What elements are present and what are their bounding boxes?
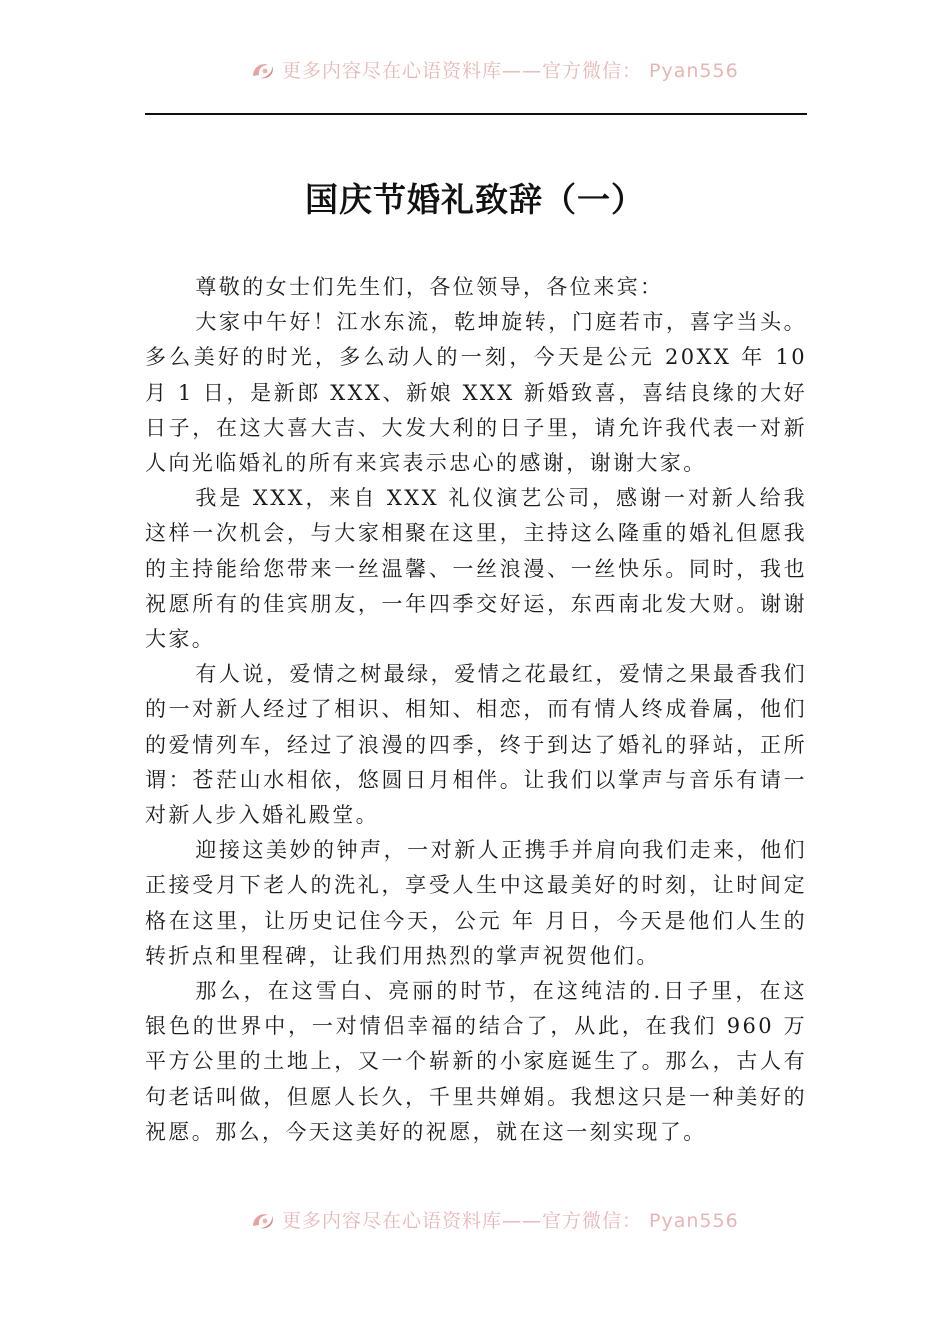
document-title: 国庆节婚礼致辞（一）	[305, 180, 645, 219]
paragraph-greeting: 尊敬的女士们先生们，各位领导，各位来宾：	[195, 275, 664, 299]
watermark-logo-icon	[250, 59, 276, 81]
watermark-logo-icon	[250, 1209, 276, 1231]
header-watermark	[0, 52, 950, 84]
paragraph-bell: 迎接这美妙的钟声，一对新人正携手并肩向我们走来，他们正接受月下老人的洗礼，享受人生中这最美好的时刻，让时间定格在这里，让历史记住今天，公元 年 月日，今天是他们人生的转折点和里程碑，让我们用热烈的掌声祝贺他们。	[145, 838, 807, 968]
header-rule	[145, 113, 807, 115]
watermark-text: 更多内容尽在心语资料库——官方微信： Pyan556	[282, 60, 739, 82]
paragraph-host-intro: 我是 XXX，来自 XXX 礼仪演艺公司，感谢一对新人给我这样一次机会，与大家相聚在这里，主持这么隆重的婚礼但愿我的主持能给您带来一丝温馨、一丝浪漫、一丝快乐。同时，我也祝愿所有的佳宾朋友，一年四季交好运，东西南北发大财。谢谢大家。	[145, 486, 807, 652]
paragraph-opening: 大家中午好！江水东流，乾坤旋转，门庭若市，喜字当头。多么美好的时光，多么动人的一刻，今天是公元 20XX 年 10 月 1 日，是新郎 XXX、新娘 XXX 新婚致喜，喜结良缘的大好日子，在这大喜大吉、大发大利的日子里，请允许我代表一对新人向光临婚礼的所有来宾表示忠心的感谢，谢谢大家。	[145, 310, 807, 476]
paragraph-love: 有人说，爱情之树最绿，爱情之花最红，爱情之果最香我们的一对新人经过了相识、相知、相恋，而有情人终成眷属，他们的爱情列车，经过了浪漫的四季，终于到达了婚礼的驿站，正所谓：苍茫山水相依，悠圆日月相伴。让我们以掌声与音乐有请一对新人步入婚礼殿堂。	[145, 662, 807, 828]
footer-watermark	[0, 1202, 950, 1234]
document-body	[145, 270, 807, 1200]
paragraph-union: 那么，在这雪白、亮丽的时节，在这纯洁的.日子里，在这银色的世界中，一对情侣幸福的结合了，从此，在我们 960 万平方公里的土地上，又一个崭新的小家庭诞生了。那么，古人有句老话叫做，但愿人长久，千里共婵娟。我想这只是一种美好的祝愿。那么，今天这美好的祝愿，就在这一刻实现了。	[145, 979, 807, 1144]
watermark-text: 更多内容尽在心语资料库——官方微信： Pyan556	[282, 1210, 739, 1232]
